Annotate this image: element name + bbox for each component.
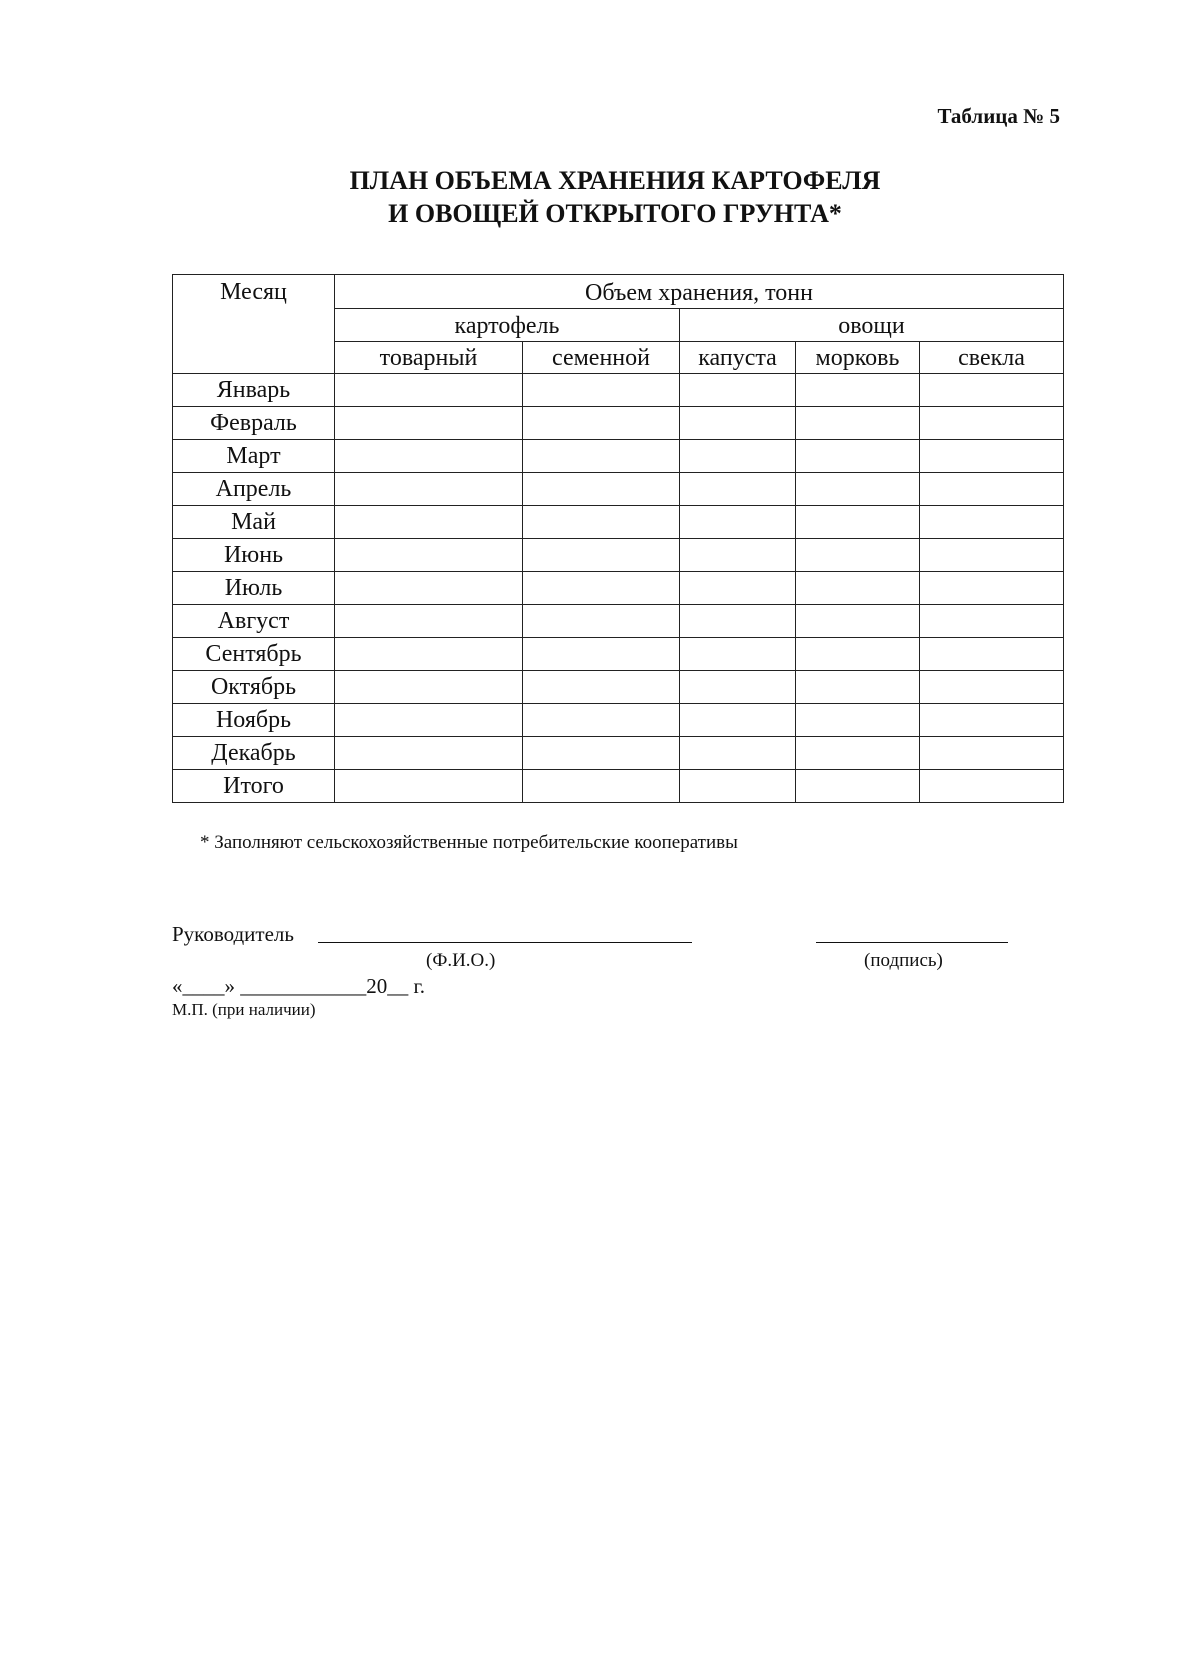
month-name: Май <box>173 506 335 539</box>
value-cell[interactable] <box>335 572 523 605</box>
value-cell[interactable] <box>920 572 1064 605</box>
value-cell[interactable] <box>523 407 680 440</box>
month-name: Февраль <box>173 407 335 440</box>
header-row-1 <box>173 275 1064 309</box>
value-cell[interactable] <box>920 638 1064 671</box>
value-cell[interactable] <box>680 506 796 539</box>
title-line-1: ПЛАН ОБЪЕМА ХРАНЕНИЯ КАРТОФЕЛЯ <box>349 166 881 195</box>
month-name: Декабрь <box>173 737 335 770</box>
month-name: Сентябрь <box>173 638 335 671</box>
value-cell[interactable] <box>796 572 920 605</box>
table-row <box>173 407 1064 440</box>
value-cell[interactable] <box>335 704 523 737</box>
vegetables-group-header: овощи <box>680 309 1064 342</box>
month-column-header: Месяц <box>173 275 335 374</box>
fio-field-line[interactable] <box>318 920 692 943</box>
value-cell[interactable] <box>920 440 1064 473</box>
value-cell[interactable] <box>335 737 523 770</box>
table-row <box>173 506 1064 539</box>
column-header: капуста <box>680 342 796 374</box>
storage-plan-table <box>172 274 1064 803</box>
value-cell[interactable] <box>796 440 920 473</box>
value-cell[interactable] <box>523 572 680 605</box>
value-cell[interactable] <box>920 605 1064 638</box>
stamp-note: М.П. (при наличии) <box>172 1000 316 1019</box>
value-cell[interactable] <box>920 770 1064 803</box>
value-cell[interactable] <box>523 440 680 473</box>
value-cell[interactable] <box>335 440 523 473</box>
month-name: Июнь <box>173 539 335 572</box>
document-title <box>0 164 1200 230</box>
value-cell[interactable] <box>680 407 796 440</box>
value-cell[interactable] <box>680 539 796 572</box>
value-cell[interactable] <box>920 539 1064 572</box>
volume-header: Объем хранения, тонн <box>335 275 1064 309</box>
column-header: свекла <box>920 342 1064 374</box>
value-cell[interactable] <box>920 704 1064 737</box>
value-cell[interactable] <box>920 374 1064 407</box>
table-row <box>173 440 1064 473</box>
value-cell[interactable] <box>680 605 796 638</box>
value-cell[interactable] <box>920 737 1064 770</box>
value-cell[interactable] <box>796 374 920 407</box>
month-name: Октябрь <box>173 671 335 704</box>
signature-field-line[interactable] <box>816 920 1008 943</box>
value-cell[interactable] <box>335 671 523 704</box>
value-cell[interactable] <box>335 374 523 407</box>
value-cell[interactable] <box>680 770 796 803</box>
potato-group-header: картофель <box>335 309 680 342</box>
month-name: Март <box>173 440 335 473</box>
value-cell[interactable] <box>335 539 523 572</box>
value-cell[interactable] <box>796 737 920 770</box>
head-label: Руководитель <box>172 922 294 946</box>
value-cell[interactable] <box>796 704 920 737</box>
value-cell[interactable] <box>796 671 920 704</box>
month-name: Апрель <box>173 473 335 506</box>
column-header: морковь <box>796 342 920 374</box>
table-row <box>173 605 1064 638</box>
fio-caption: (Ф.И.О.) <box>426 950 496 971</box>
value-cell[interactable] <box>796 506 920 539</box>
value-cell[interactable] <box>335 605 523 638</box>
month-name: Июль <box>173 572 335 605</box>
value-cell[interactable] <box>796 473 920 506</box>
value-cell[interactable] <box>796 605 920 638</box>
table-body <box>173 374 1064 803</box>
table-row <box>173 374 1064 407</box>
month-name: Ноябрь <box>173 704 335 737</box>
value-cell[interactable] <box>920 407 1064 440</box>
signature-caption: (подпись) <box>864 950 943 971</box>
value-cell[interactable] <box>680 737 796 770</box>
table-row <box>173 671 1064 704</box>
footnote: * Заполняют сельскохозяйственные потребительские кооперативы <box>200 832 738 853</box>
value-cell[interactable] <box>335 407 523 440</box>
table-row <box>173 473 1064 506</box>
value-cell[interactable] <box>523 605 680 638</box>
table-row <box>173 704 1064 737</box>
value-cell[interactable] <box>335 506 523 539</box>
month-name: Август <box>173 605 335 638</box>
value-cell[interactable] <box>680 704 796 737</box>
value-cell[interactable] <box>680 638 796 671</box>
value-cell[interactable] <box>335 638 523 671</box>
value-cell[interactable] <box>920 473 1064 506</box>
value-cell[interactable] <box>523 671 680 704</box>
table-number: Таблица № 5 <box>937 104 1060 128</box>
value-cell[interactable] <box>523 374 680 407</box>
value-cell[interactable] <box>680 671 796 704</box>
table-row <box>173 737 1064 770</box>
value-cell[interactable] <box>680 473 796 506</box>
value-cell[interactable] <box>523 638 680 671</box>
value-cell[interactable] <box>523 704 680 737</box>
value-cell[interactable] <box>523 770 680 803</box>
title-line-2: И ОВОЩЕЙ ОТКРЫТОГО ГРУНТА* <box>388 199 842 228</box>
value-cell[interactable] <box>523 473 680 506</box>
value-cell[interactable] <box>796 770 920 803</box>
table-row <box>173 638 1064 671</box>
value-cell[interactable] <box>335 473 523 506</box>
table-row <box>173 572 1064 605</box>
value-cell[interactable] <box>523 539 680 572</box>
value-cell[interactable] <box>796 407 920 440</box>
column-header: семенной <box>523 342 680 374</box>
value-cell[interactable] <box>523 506 680 539</box>
value-cell[interactable] <box>680 572 796 605</box>
value-cell[interactable] <box>796 539 920 572</box>
table-row <box>173 770 1064 803</box>
value-cell[interactable] <box>920 671 1064 704</box>
month-name: Итого <box>173 770 335 803</box>
table-row <box>173 539 1064 572</box>
value-cell[interactable] <box>920 506 1064 539</box>
date-line[interactable]: «____» ____________20__ г. <box>172 974 425 998</box>
value-cell[interactable] <box>335 770 523 803</box>
month-name: Январь <box>173 374 335 407</box>
value-cell[interactable] <box>523 737 680 770</box>
value-cell[interactable] <box>796 638 920 671</box>
column-header: товарный <box>335 342 523 374</box>
value-cell[interactable] <box>680 440 796 473</box>
value-cell[interactable] <box>680 374 796 407</box>
